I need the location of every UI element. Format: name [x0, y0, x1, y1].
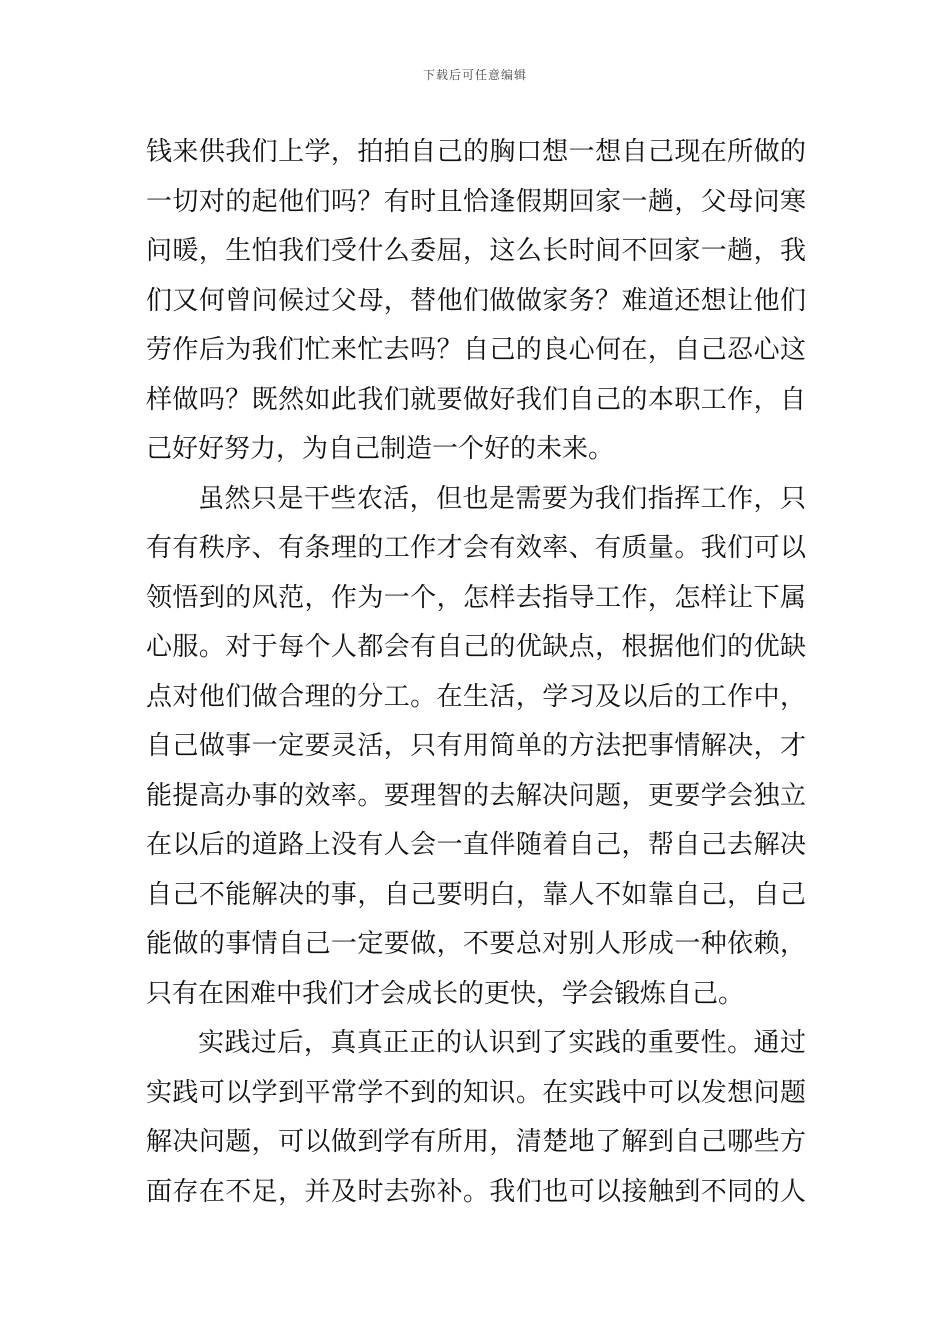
- text-line: 领悟到的风范，作为一个，怎样去指导工作，怎样让下属: [146, 582, 806, 613]
- text-line: 虽然只是干些农活，但也是需要为我们指挥工作，只: [198, 483, 806, 514]
- text-line: 实践过后，真真正正的认识到了实践的重要性。通过: [198, 1028, 806, 1058]
- text-line: 问暖，生怕我们受什么委屈，这么长时间不回家一趟，我: [146, 236, 806, 266]
- text-line: 点对他们做合理的分工。在生活，学习及以后的工作中，: [146, 681, 806, 712]
- paragraph-3: [146, 1019, 806, 1217]
- text-line: 能提高办事的效率。要理智的去解决问题，更要学会独立: [146, 780, 806, 811]
- paragraph-2: [146, 475, 806, 1020]
- page-header: 下载后可任意编辑: [422, 68, 527, 82]
- body-text: [146, 128, 806, 1217]
- text-line: 钱来供我们上学，拍拍自己的胸口想一想自己现在所做的: [146, 137, 806, 167]
- text-line: 己好好努力，为自己制造一个好的未来。: [146, 434, 615, 464]
- text-line: 一切对的起他们吗？有时且恰逢假期回家一趟，父母问寒: [146, 186, 806, 217]
- text-line: 自己做事一定要灵活，只有用简单的方法把事情解决，才: [146, 731, 806, 761]
- paragraph-1: [146, 128, 806, 475]
- text-line: 样做吗？既然如此我们就要做好我们自己的本职工作，自: [146, 384, 806, 415]
- text-line: 们又何曾问候过父母，替他们做做家务？难道还想让他们: [146, 285, 806, 316]
- text-line: 实践可以学到平常学不到的知识。在实践中可以发想问题: [146, 1077, 806, 1108]
- text-line: 在以后的道路上没有人会一直伴随着自己，帮自己去解决: [146, 830, 806, 860]
- text-line: 解决问题，可以做到学有所用，清楚地了解到自己哪些方: [146, 1127, 806, 1157]
- text-line: 面存在不足，并及时去弥补。我们也可以接触到不同的人: [146, 1176, 806, 1207]
- text-line: 劳作后为我们忙来忙去吗？自己的良心何在，自己忍心这: [146, 335, 806, 365]
- text-line: 有有秩序、有条理的工作才会有效率、有质量。我们可以: [146, 533, 806, 563]
- text-line: 能做的事情自己一定要做，不要总对别人形成一种依赖，: [146, 929, 806, 959]
- text-line: 心服。对于每个人都会有自己的优缺点，根据他们的优缺: [146, 632, 806, 662]
- text-line: 自己不能解决的事，自己要明白，靠人不如靠自己，自己: [146, 879, 806, 910]
- text-line: 只有在困难中我们才会成长的更快，学会锻炼自己。: [146, 978, 745, 1009]
